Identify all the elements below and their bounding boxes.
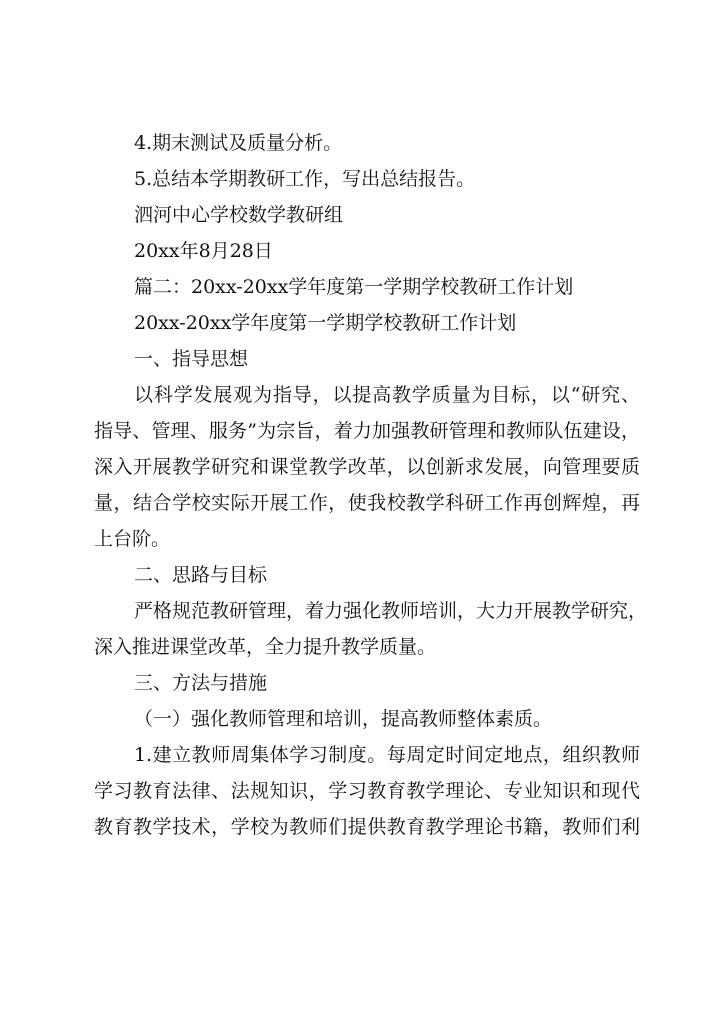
- paragraph-line: 1.建立教师周集体学习制度。每周定时间定地点，组织教师: [134, 744, 640, 766]
- paragraph-line: 以科学发展观为指导，以提高教学质量为目标，以“研究、: [134, 384, 640, 406]
- document-title: 20xx-20xx学年度第一学期学校教研工作计划: [134, 312, 517, 334]
- signature-date: 20xx年8月28日: [134, 240, 273, 262]
- section-heading-2: 二、思路与目标: [134, 564, 268, 586]
- paragraph-line: 指导、管理、服务”为宗旨，着力加强教研管理和教师队伍建设，: [94, 420, 640, 442]
- section-heading-1: 一、指导思想: [134, 348, 249, 370]
- signature-org: 泗河中心学校数学教研组: [134, 204, 344, 226]
- paragraph-line: 严格规范教研管理，着力强化教师培训，大力开展教学研究，: [134, 600, 648, 622]
- subsection-heading: （一）强化教师管理和培训，提高教师整体素质。: [134, 708, 553, 730]
- paragraph-line: 教育教学技术，学校为教师们提供教育教学理论书籍，教师们利: [94, 816, 640, 838]
- document-body: [94, 125, 648, 845]
- paragraph-line: 量，结合学校实际开展工作，使我校教学科研工作再创辉煌，再: [94, 492, 640, 514]
- paragraph-line: 学习教育法律、法规知识，学习教育教学理论、专业知识和现代: [94, 780, 640, 802]
- chapter-heading: 篇二：20xx-20xx学年度第一学期学校教研工作计划: [134, 276, 574, 298]
- list-item-4: 4.期末测试及质量分析。: [134, 132, 343, 154]
- list-item-5: 5.总结本学期教研工作，写出总结报告。: [134, 168, 476, 190]
- section-heading-3: 三、方法与措施: [134, 672, 268, 694]
- paragraph-line: 深入推进课堂改革，全力提升教学质量。: [94, 636, 437, 658]
- paragraph-line: 深入开展教学研究和课堂教学改革，以创新求发展，向管理要质: [94, 456, 640, 478]
- paragraph-line: 上台阶。: [94, 528, 171, 550]
